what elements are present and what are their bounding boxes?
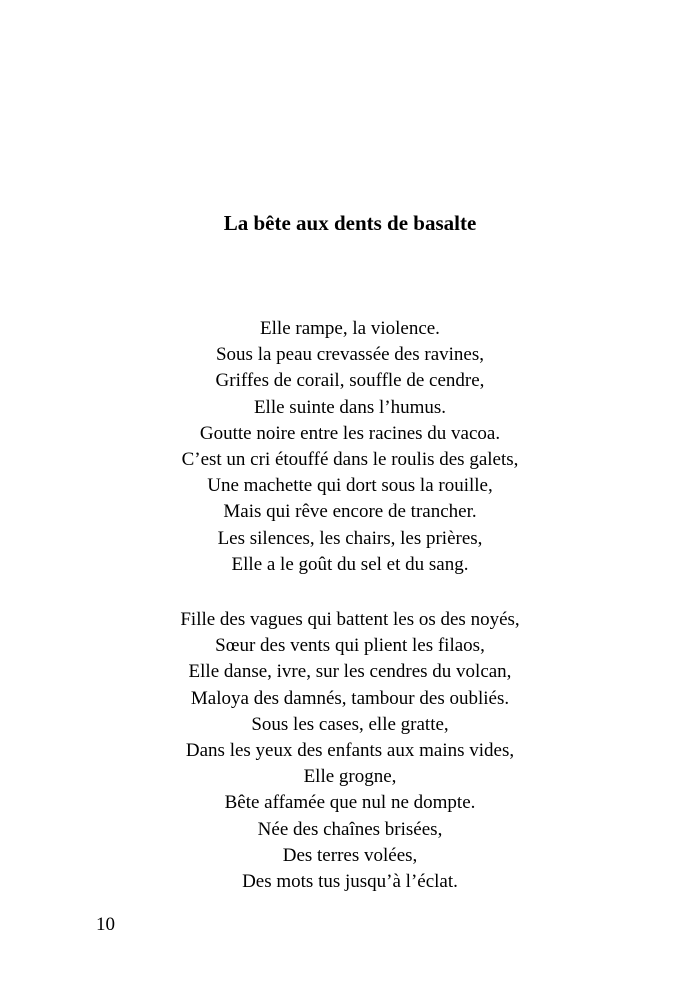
verse-line: Une machette qui dort sous la rouille, (207, 475, 493, 497)
verse-line: Dans les yeux des enfants aux mains vides, (185, 740, 515, 762)
verse-line: Fille des vagues qui battent les os des noyés, (180, 609, 520, 630)
verse-line: Bête affamée que nul ne dompte. (224, 792, 476, 814)
verse-line: Des terres volées, (282, 844, 418, 866)
stanza-2 (0, 607, 700, 895)
stanza-1 (0, 316, 700, 578)
verse-line: Les silences, les chairs, les prières, (217, 527, 483, 549)
verse-line: Elle rampe, la violence. (260, 318, 440, 339)
verse-line: Sœur des vents qui plient les filaos, (215, 635, 485, 657)
verse-line: Elle a le goût du sel et du sang. (231, 553, 469, 575)
verse-line: Elle grogne, (303, 766, 397, 788)
verse-line: Elle suinte dans l’humus. (253, 396, 447, 418)
verse-line: C’est un cri étouffé dans le roulis des galets, (181, 449, 519, 471)
verse-line: Sous la peau crevassée des ravines, (215, 344, 484, 366)
page-number: 10 (96, 914, 115, 935)
poem-title: La bête aux dents de basalte (223, 211, 477, 235)
verse-line: Griffes de corail, souffle de cendre, (215, 370, 485, 392)
verse-line: Goutte noire entre les racines du vacoa. (199, 422, 501, 444)
verse-line: Des mots tus jusqu’à l’éclat. (242, 871, 458, 893)
verse-line: Elle danse, ivre, sur les cendres du volcan, (188, 661, 512, 683)
verse-line: Maloya des damnés, tambour des oubliés. (190, 687, 510, 709)
verse-line: Née des chaînes brisées, (257, 818, 443, 840)
verse-line: Sous les cases, elle gratte, (251, 713, 449, 735)
verse-line: Mais qui rêve encore de trancher. (223, 501, 477, 523)
